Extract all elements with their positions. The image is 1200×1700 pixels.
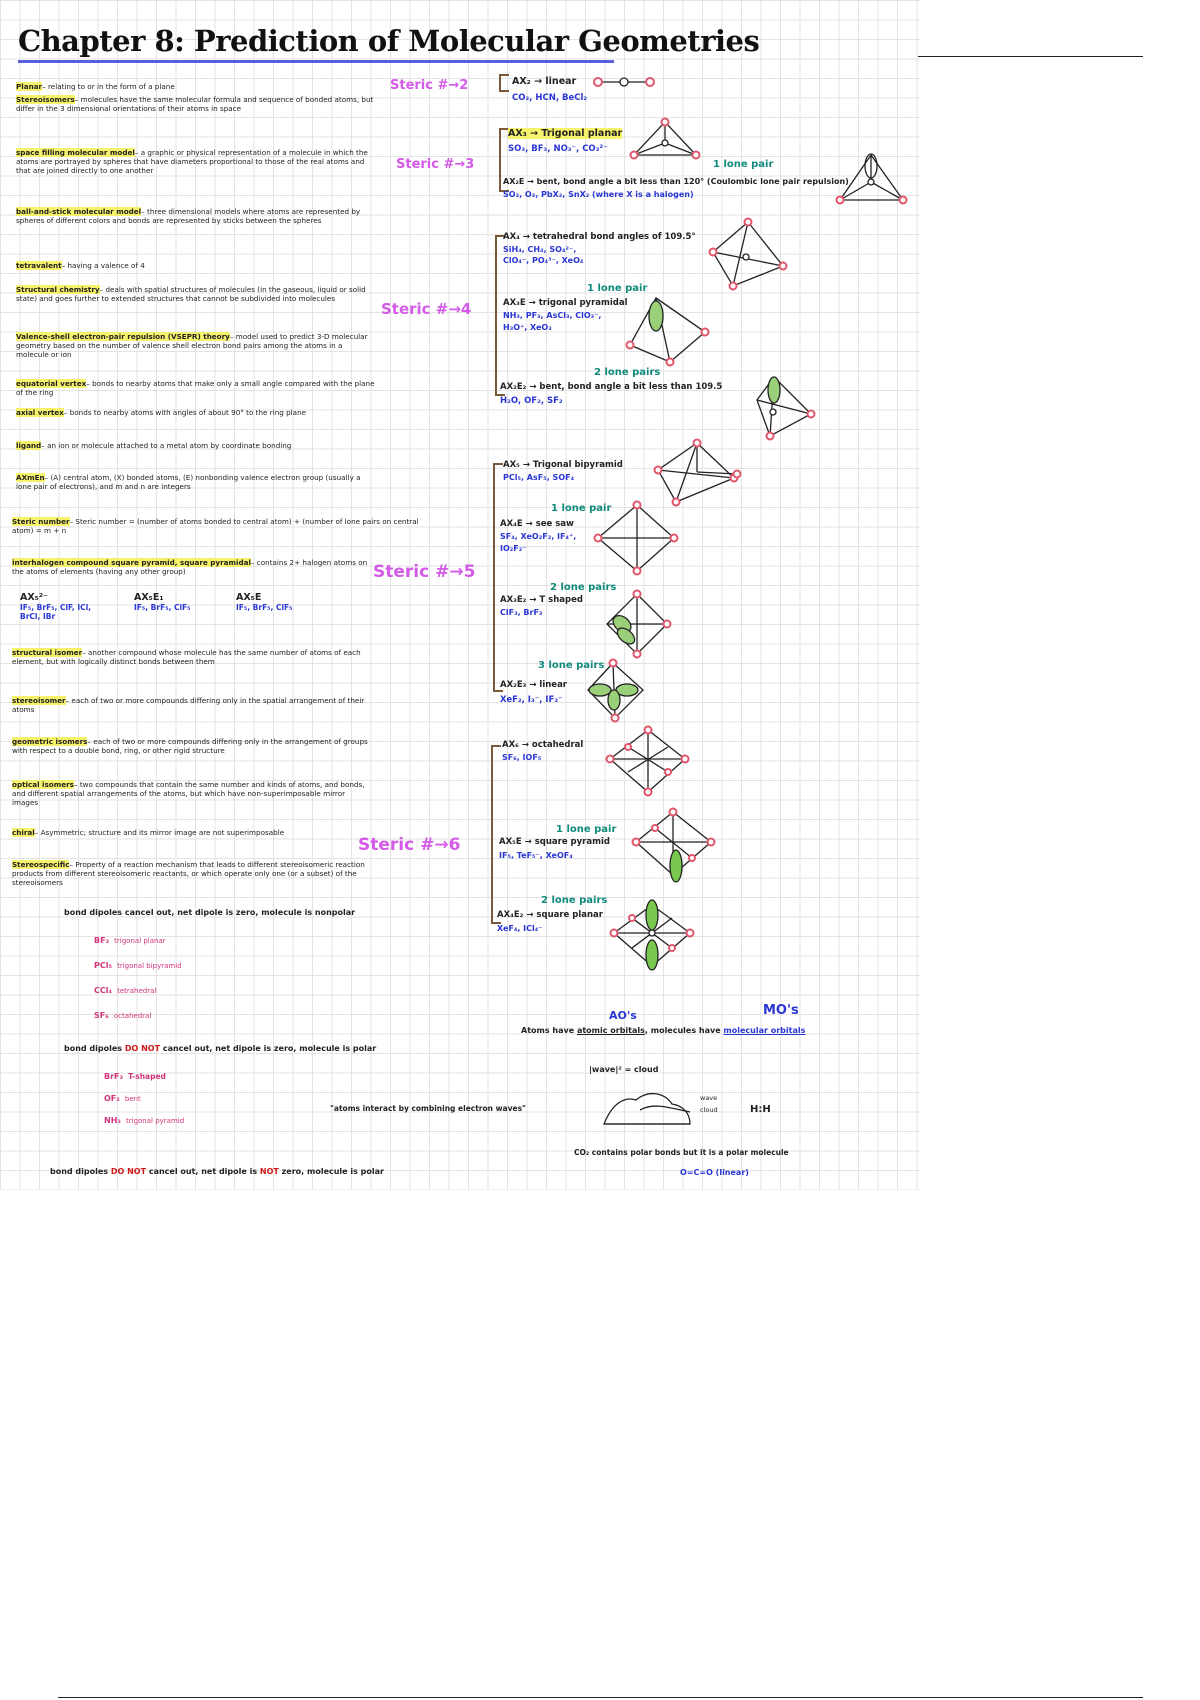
dipole-notcancel-item: NH₃ trigonal pyramid xyxy=(104,1116,185,1125)
wave-cloud-icon xyxy=(604,1094,690,1124)
bent-trigonal-icon xyxy=(837,154,907,204)
co2-note: CO₂ contains polar bonds but it is a polar molecule xyxy=(574,1148,789,1157)
lonepair-ax3e2: 2 lone pairs xyxy=(550,582,617,593)
co2-structure: O=C=O (linear) xyxy=(680,1168,749,1177)
geometry-ax6: AX₆ → octahedral SF₆, IOF₅ xyxy=(502,740,584,762)
def-ball-stick: ball-and-stick molecular model– three dimensional models where atoms are represented by spheres of different colors and bonds are represented by sticks between the spheres xyxy=(16,207,361,226)
lonepair-ax3e: 1 lone pair xyxy=(587,283,648,294)
def-stereospecific: Stereospecific– Property of a reaction mechanism that leads to different stereoisomeric reaction products from different stereoisomeric reactants, or which operate only one (or a subset) of the stereoisomers xyxy=(12,860,365,888)
trigonal-planar-icon xyxy=(631,119,700,159)
dipole-cancel-item: SF₆ octahedral xyxy=(94,1011,152,1020)
trigonal-pyramidal-icon xyxy=(627,298,709,366)
geometry-ax2e3: AX₂E₃ → linear XeF₂, I₃⁻, IF₂⁻ xyxy=(500,680,567,705)
combine-note: "atoms interact by combining electron waves" xyxy=(330,1104,526,1113)
steric-label-3: Steric #→3 xyxy=(396,157,475,172)
def-vsepr: Valence-shell electron-pair repulsion (VSEPR) theory– model used to predict 3-D molecular geometry based on the number of valence shell electron bond pairs among the atoms in a molecule or ion xyxy=(16,332,368,360)
def-structural-isomer: structural isomer– another compound whose molecule has the same number of atoms of each element, but with logically distinct bonds between them xyxy=(12,648,361,667)
dipole-notcancel-item: OF₂ bent xyxy=(104,1094,141,1103)
mo-heading: MO's xyxy=(763,1003,799,1018)
lonepair-ax2e3: 3 lone pairs xyxy=(538,660,605,671)
cloud-label: cloud xyxy=(700,1106,718,1114)
tetrahedral-icon xyxy=(710,219,787,290)
interhalogen-col-2: AX₅E₁ IF₅, BrF₅, ClF₅ xyxy=(134,592,191,612)
def-space-filling: space filling molecular model– a graphic or physical representation of a molecule in which the atoms are portrayed by spheres that have diameters proportional to those of the real atoms and that are joined directly to one another xyxy=(16,148,368,176)
footer-rule xyxy=(58,1697,1143,1698)
lonepair-ax5e: 1 lone pair xyxy=(556,824,617,835)
page-title: Chapter 8: Prediction of Molecular Geometries xyxy=(18,24,760,58)
geometry-ax3e2: AX₃E₂ → T shaped ClF₃, BrF₃ xyxy=(500,595,583,617)
orbital-line: Atoms have atomic orbitals, molecules have molecular orbitals xyxy=(521,1026,806,1035)
interhalogen-col-1: AX₅²⁻ IF₅, BrF₅, ClF, ICl, BrCl, IBr xyxy=(20,592,92,621)
def-interhalogen: interhalogen compound square pyramid, square pyramidal– contains 2+ halogen atoms on the atoms of elements (having any other group) xyxy=(12,558,368,577)
dipole-final-line: bond dipoles DO NOT cancel out, net dipole is NOT zero, molecule is polar xyxy=(50,1167,384,1176)
geometry-ax4: AX₄ → tetrahedral bond angles of 109.5° SiH₄, CH₄, SO₄²⁻, ClO₄⁻, PO₄³⁻, XeO₄ xyxy=(503,232,696,265)
steric-label-2: Steric #→2 xyxy=(390,78,469,93)
lonepair-ax2e2: 2 lone pairs xyxy=(594,367,661,378)
geometry-ax5: AX₅ → Trigonal bipyramid PCl₅, AsF₅, SOF₄ xyxy=(503,460,623,482)
geometry-ax2e2: AX₂E₂ → bent, bond angle a bit less than 109.5 H₂O, OF₂, SF₂ xyxy=(500,382,723,406)
def-tetravalent: tetravalent– having a valence of 4 xyxy=(16,261,145,270)
square-pyramid-icon xyxy=(633,809,715,883)
trigonal-bipyramid-icon xyxy=(655,440,741,506)
see-saw-icon xyxy=(595,502,678,575)
lonepair-ax2e: 1 lone pair xyxy=(713,159,774,170)
wave-label: wave xyxy=(700,1094,718,1102)
steric-label-5: Steric #→5 xyxy=(373,562,476,582)
header-rule xyxy=(918,56,1143,57)
def-axial: axial vertex– bonds to nearby atoms with angles of about 90° to the ring plane xyxy=(16,408,307,417)
dipole-cancel-item: CCl₄ tetrahedral xyxy=(94,986,157,995)
ao-heading: AO's xyxy=(609,1009,637,1022)
def-equatorial: equatorial vertex– bonds to nearby atoms that make only a small angle compared with the plane of the ring xyxy=(16,379,375,398)
linear-trigonal-bipyramid-icon xyxy=(588,660,643,722)
geometry-ax3e: AX₃E → trigonal pyramidal NH₃, PF₃, AsCl₃, ClO₃⁻, H₃O⁺, XeO₃ xyxy=(503,298,628,332)
lonepair-ax4e2: 2 lone pairs xyxy=(541,895,608,906)
h2-label: H:H xyxy=(750,1104,771,1115)
geometry-ax2: AX₂ → linear CO₂, HCN, BeCl₂ xyxy=(512,76,588,103)
interhalogen-col-3: AX₅E IF₅, BrF₅, ClF₅ xyxy=(236,592,293,612)
octahedral-icon xyxy=(607,727,689,796)
steric-label-4: Steric #→4 xyxy=(381,300,472,318)
dipole-cancel-item: BF₃ trigonal planar xyxy=(94,936,166,945)
def-stereoisomer: stereoisomer– each of two or more compounds differing only in the spatial arrangement of their atoms xyxy=(12,696,365,715)
dipole-notcancel-title: bond dipoles DO NOT cancel out, net dipole is zero, molecule is polar xyxy=(64,1044,377,1053)
def-planar: Planar– relating to or in the form of a plane xyxy=(16,82,175,91)
def-structural-chemistry: Structural chemistry– deals with spatial structures of molecules (in the gaseous, liquid or solid state) and goes further to extended structures that cannot be subdivided into molecules xyxy=(16,285,366,304)
def-optical-isomers: optical isomers– two compounds that contain the same number and kinds of atoms, and bonds, and different spatial arrangements of the atoms, but which have non-superimposable mirror images xyxy=(12,780,365,808)
wave-cloud-eq: |wave|² = cloud xyxy=(589,1065,659,1074)
def-stereoisomers: Stereoisomers– molecules have the same molecular formula and sequence of bonded atoms, but differ in the 3 dimensional orientations of their atoms in space xyxy=(16,95,374,114)
geometry-ax3: AX₃ → Trigonal planar SO₃, BF₃, NO₃⁻, CO₃²⁻ xyxy=(508,128,623,154)
geometry-ax5e: AX₅E → square pyramid IF₅, TeF₅⁻, XeOF₄ xyxy=(499,837,610,860)
def-axmen: AXmEn– (A) central atom, (X) bonded atoms, (E) nonbonding valence electron group (usually a lone pair of electrons), and m and n are integers xyxy=(16,473,361,492)
steric-label-6: Steric #→6 xyxy=(358,835,461,855)
bent-tetrahedral-icon xyxy=(757,377,815,440)
dipole-cancel-title: bond dipoles cancel out, net dipole is zero, molecule is nonpolar xyxy=(64,908,356,917)
steric-number-formula: Steric number– Steric number = (number of atoms bonded to central atom) + (number of lone pairs on central atom) = m + n xyxy=(12,517,419,536)
def-geometric-isomers: geometric isomers– each of two or more compounds differing only in the arrangement of groups with respect to a double bond, ring, or other rigid structure xyxy=(12,737,368,756)
def-ligand: ligand– an ion or molecule attached to a metal atom by coordinate bonding xyxy=(16,441,292,450)
dipole-notcancel-item: BrF₃ T-shaped xyxy=(104,1072,166,1081)
linear-molecule-icon xyxy=(594,78,654,86)
square-planar-icon xyxy=(611,900,694,970)
geometry-ax2e: AX₂E → bent, bond angle a bit less than 120° (Coulombic lone pair repulsion) SO₂, O₃, PbX₂, SnX₂ (where X is a halogen) xyxy=(503,177,849,199)
t-shaped-icon xyxy=(607,591,671,658)
geometry-ax4e: AX₄E → see saw SF₄, XeO₂F₂, IF₄⁺, IO₂F₂⁻ xyxy=(500,519,577,553)
geometry-ax4e2: AX₄E₂ → square planar XeF₄, ICl₄⁻ xyxy=(497,910,603,933)
dipole-cancel-item: PCl₅ trigonal bipyramid xyxy=(94,961,182,970)
def-chiral: chiral– Asymmetric; structure and its mirror image are not superimposable xyxy=(12,828,285,837)
lonepair-ax4e: 1 lone pair xyxy=(551,503,612,514)
